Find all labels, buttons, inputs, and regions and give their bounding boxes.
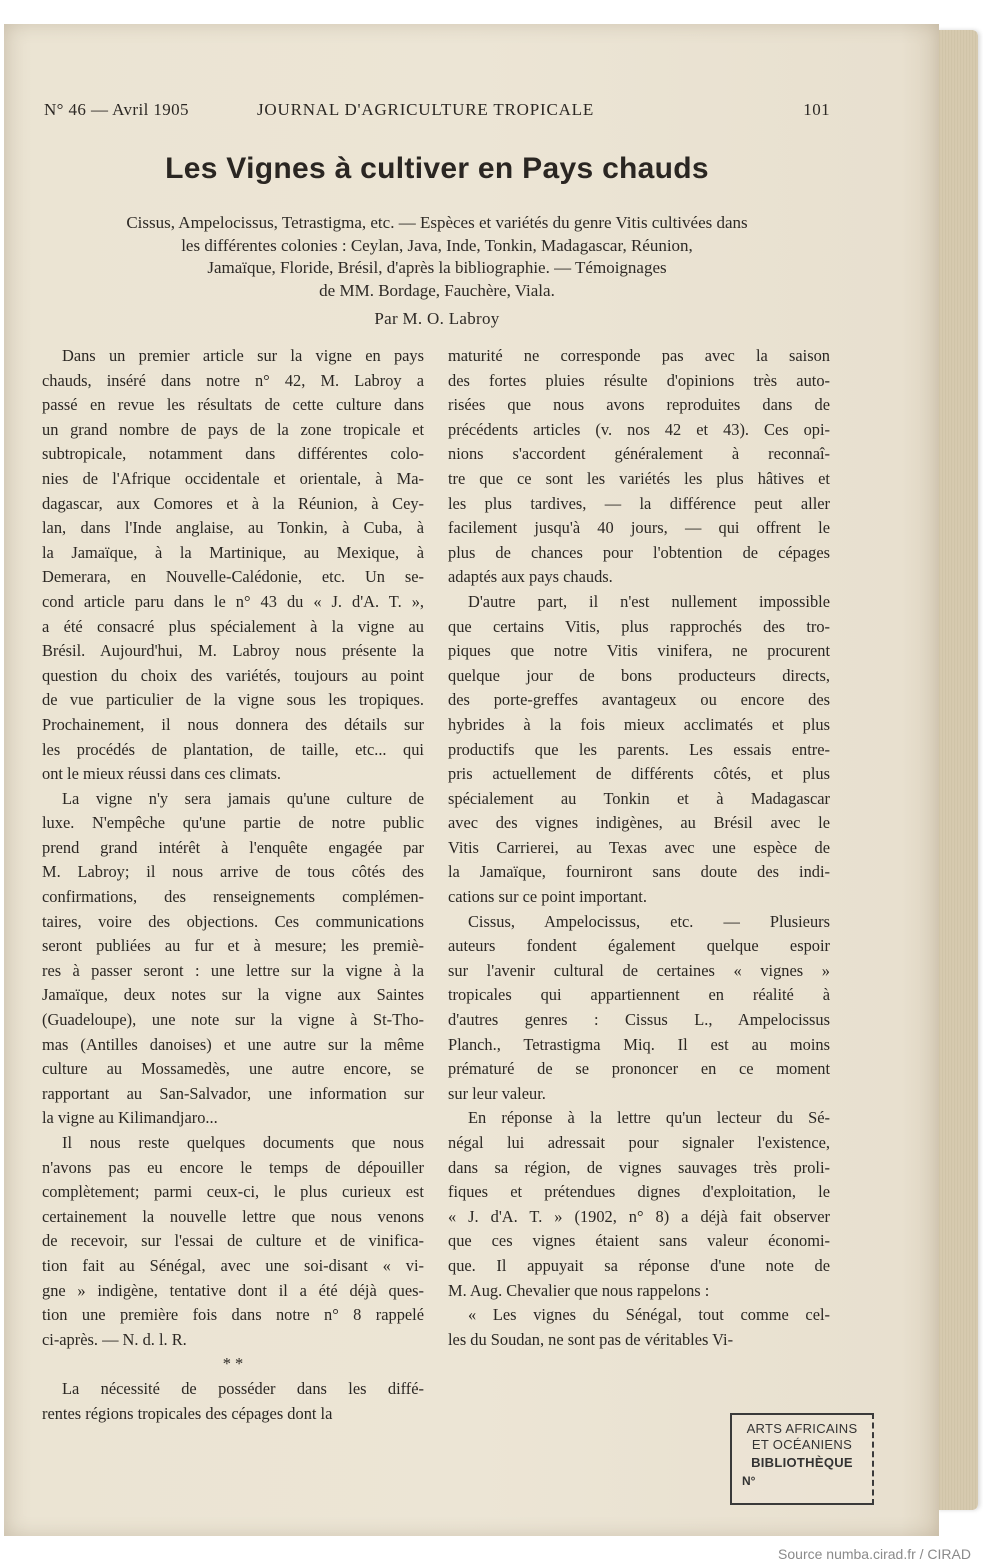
- text-line: adaptés aux pays chauds.: [448, 567, 613, 587]
- text-line: plus de chances pour l'obtention de cépages: [448, 542, 830, 562]
- text-line: précédents articles (v. nos 42 et 43). Ces opi-: [448, 419, 830, 439]
- text-line: Cissus, Ampelocissus, etc. — Plusieurs: [468, 911, 830, 931]
- text-line: la Jamaïque, à la Martinique, au Mexique, à: [42, 542, 424, 562]
- text-line: * *: [222, 1354, 244, 1374]
- text-line: Vitis Carrierei, au Texas avec une espèce de: [448, 837, 830, 857]
- issue-info: N° 46 — Avril 1905: [44, 100, 189, 119]
- subtitle-line: Jamaïque, Floride, Brésil, d'après la bibliographie. — Témoignages: [207, 258, 667, 277]
- text-line: « Les vignes du Sénégal, tout comme cel-: [468, 1305, 830, 1325]
- library-stamp: [730, 1413, 874, 1505]
- text-line: rapportant au San-Salvador, une information sur: [42, 1083, 424, 1103]
- stamp-line: BIBLIOTHÈQUE: [751, 1455, 853, 1470]
- text-line: tre que ce sont les variétés les plus hâtives et: [448, 468, 830, 488]
- text-line: la vigne au Kilimandjaro...: [42, 1108, 218, 1128]
- source-credit: Source numba.cirad.fr / CIRAD: [778, 1546, 971, 1562]
- right-column: [448, 344, 830, 1352]
- journal-name: JOURNAL D'AGRICULTURE TROPICALE: [257, 100, 595, 119]
- text-line: n'avons pas eu encore le temps de dépouiller: [42, 1157, 424, 1177]
- text-line: ci-après. — N. d. l. R.: [42, 1329, 187, 1349]
- text-line: res à passer seront : une lettre sur la vigne à la: [42, 960, 424, 980]
- text-line: risées que nous avons reproduites dans de: [448, 395, 830, 415]
- text-line: les du Soudan, ne sont pas de véritables Vi-: [448, 1329, 734, 1349]
- running-head: [44, 100, 830, 126]
- text-line: de recevoir, sur l'essai de culture et de vinifica-: [42, 1231, 424, 1251]
- subtitle-line: les différentes colonies : Ceylan, Java, Inde, Tonkin, Madagascar, Réunion,: [181, 235, 693, 255]
- page-number: 101: [803, 100, 830, 119]
- page-edges: [936, 30, 978, 1510]
- text-line: d'autres genres : Cissus L., Ampelocissus: [448, 1010, 830, 1030]
- text-line: des fortes pluies résulte d'opinions très auto-: [448, 370, 830, 390]
- stamp-line: ET OCÉANIENS: [751, 1437, 853, 1452]
- text-line: facilement jusqu'à 40 jours, — qui offrent le: [448, 518, 830, 538]
- text-line: pris actuellement de différents côtés, et plus: [448, 764, 830, 784]
- text-line: subtropicale, notamment dans différentes colo-: [42, 444, 424, 464]
- text-line: D'autre part, il n'est nullement impossible: [468, 591, 830, 611]
- text-line: M. Aug. Chevalier que nous rappelons :: [448, 1280, 710, 1300]
- text-line: Demerara, en Nouvelle-Calédonie, etc. Un se-: [42, 567, 424, 587]
- text-line: ont le mieux réussi dans ces climats.: [42, 764, 281, 784]
- text-line: un grand nombre de pays de la zone tropicale et: [42, 419, 424, 439]
- text-line: auteurs fondent également quelque espoir: [448, 936, 830, 956]
- text-line: chauds, inséré dans notre n° 42, M. Labroy a: [42, 370, 424, 390]
- text-line: La vigne n'y sera jamais qu'une culture de: [62, 788, 424, 808]
- text-line: gne » indigène, tentative dont il a été déjà ques-: [42, 1280, 424, 1300]
- stamp-line: ARTS AFRICAINS: [746, 1421, 858, 1436]
- text-line: M. Labroy; il nous arrive de tous côtés des: [42, 862, 424, 882]
- text-line: confirmations, des renseignements complémen-: [42, 887, 424, 907]
- text-line: prend grand intérêt à l'enquête engagée par: [42, 837, 424, 857]
- text-line: des porte-greffes avantageux ou encore des: [448, 690, 830, 710]
- text-line: sur leur valeur.: [448, 1083, 546, 1103]
- text-line: les procédés de plantation, de taille, etc... qui: [42, 739, 424, 759]
- text-line: lan, dans l'Inde anglaise, au Tonkin, à Cuba, à: [42, 518, 424, 538]
- text-line: Prochainement, il nous donnera des détails sur: [42, 714, 424, 734]
- text-line: piques que notre Vitis vinifera, ne procurent: [448, 641, 830, 661]
- text-line: Jamaïque, deux notes sur la vigne aux Saintes: [42, 985, 424, 1005]
- article-subtitle: [44, 212, 830, 302]
- text-line: La nécessité de posséder dans les diffé-: [62, 1378, 424, 1398]
- text-line: En réponse à la lettre qu'un lecteur du Sé-: [468, 1108, 830, 1128]
- subtitle-line: de MM. Bordage, Fauchère, Viala.: [319, 280, 555, 300]
- text-line: « J. d'A. T. » (1902, n° 8) a déjà fait observer: [448, 1206, 830, 1226]
- text-line: cond article paru dans le n° 43 du « J. d'A. T. »,: [42, 591, 424, 611]
- text-line: dagascar, aux Comores et à la Réunion, à Cey-: [42, 493, 424, 513]
- text-line: Dans un premier article sur la vigne en pays: [62, 346, 424, 365]
- text-line: prématuré de se prononcer en ce moment: [448, 1059, 830, 1079]
- text-line: passé en revue les résultats de cette culture dans: [42, 395, 424, 415]
- text-line: tion une première fois dans notre n° 8 rappelé: [42, 1305, 424, 1325]
- text-line: la Jamaïque, fourniront sans doute des indi-: [448, 862, 830, 882]
- text-line: que ces vignes étaient sans valeur économi-: [448, 1231, 830, 1251]
- text-line: cations sur ce point important.: [448, 887, 647, 907]
- text-line: luxe. N'empêche qu'une partie de notre public: [42, 813, 424, 833]
- subtitle-line: Cissus, Ampelocissus, Tetrastigma, etc. — Espèces et variétés du genre Vitis cultivées dans: [126, 213, 748, 232]
- text-line: mas (Antilles danoises) et une autre sur la même: [42, 1034, 424, 1054]
- text-line: spécialement au Tonkin et à Madagascar: [448, 788, 830, 808]
- text-line: seront publiées au fur et à mesure; les premiè-: [42, 936, 424, 956]
- text-line: complètement; parmi ceux-ci, le plus curieux est: [42, 1182, 424, 1202]
- stamp-line: N°: [742, 1474, 756, 1488]
- text-line: productifs que les parents. Les essais entre-: [448, 739, 830, 759]
- text-line: maturité ne corresponde pas avec la saison: [448, 346, 830, 365]
- text-line: Il nous reste quelques documents que nous: [62, 1133, 424, 1152]
- text-line: (Guadeloupe), une note sur la vigne à St-Tho-: [42, 1010, 424, 1030]
- text-line: question du choix des variétés, toujours au point: [42, 665, 424, 685]
- text-line: taires, voire des objections. Ces communications: [42, 911, 424, 931]
- text-line: rentes régions tropicales des cépages dont la: [42, 1403, 333, 1423]
- text-line: que certains Vitis, plus rapprochés des tro-: [448, 616, 830, 636]
- text-line: a été consacré plus spécialement à la vigne au: [42, 616, 424, 636]
- text-line: fiques et prétendues dignes d'exploitation, le: [448, 1182, 830, 1202]
- text-line: quelque jour de bons producteurs directs,: [448, 665, 830, 685]
- text-line: hybrides à la fois mieux acclimatés et plus: [448, 714, 830, 734]
- text-line: que. Il appuyait sa réponse d'une note de: [448, 1255, 830, 1275]
- text-line: Brésil. Aujourd'hui, M. Labroy nous présente la: [42, 641, 424, 661]
- text-line: culture au Mossamedès, une autre encore, se: [42, 1059, 424, 1079]
- text-line: nies de l'Afrique occidentale et orientale, à Ma-: [42, 468, 424, 488]
- text-line: les plus tardives, — la différence peut aller: [448, 493, 830, 513]
- text-line: négal lui adressait pour signaler l'existence,: [448, 1133, 830, 1152]
- text-line: tion fait au Sénégal, avec une soi-disant « vi-: [42, 1255, 424, 1275]
- text-line: de vue particulier de la vigne sous les tropiques.: [42, 690, 424, 710]
- text-line: nions s'accordent généralement à reconnaî-: [448, 444, 830, 464]
- text-line: Planch., Tetrastigma Miq. Il est au moins: [448, 1034, 830, 1054]
- text-line: sur l'avenir cultural de certaines « vignes »: [448, 960, 830, 980]
- byline: Par M. O. Labroy: [374, 309, 500, 328]
- text-line: dans sa région, de vignes sauvages très proli-: [448, 1157, 830, 1177]
- left-column: [42, 344, 424, 1426]
- article-title: Les Vignes à cultiver en Pays chauds: [165, 152, 709, 185]
- text-line: avec des vignes indigènes, au Brésil avec le: [448, 813, 830, 833]
- text-line: tropicales qui appartiennent en réalité à: [448, 985, 830, 1005]
- text-line: certainement la nouvelle lettre que nous venons: [42, 1206, 424, 1226]
